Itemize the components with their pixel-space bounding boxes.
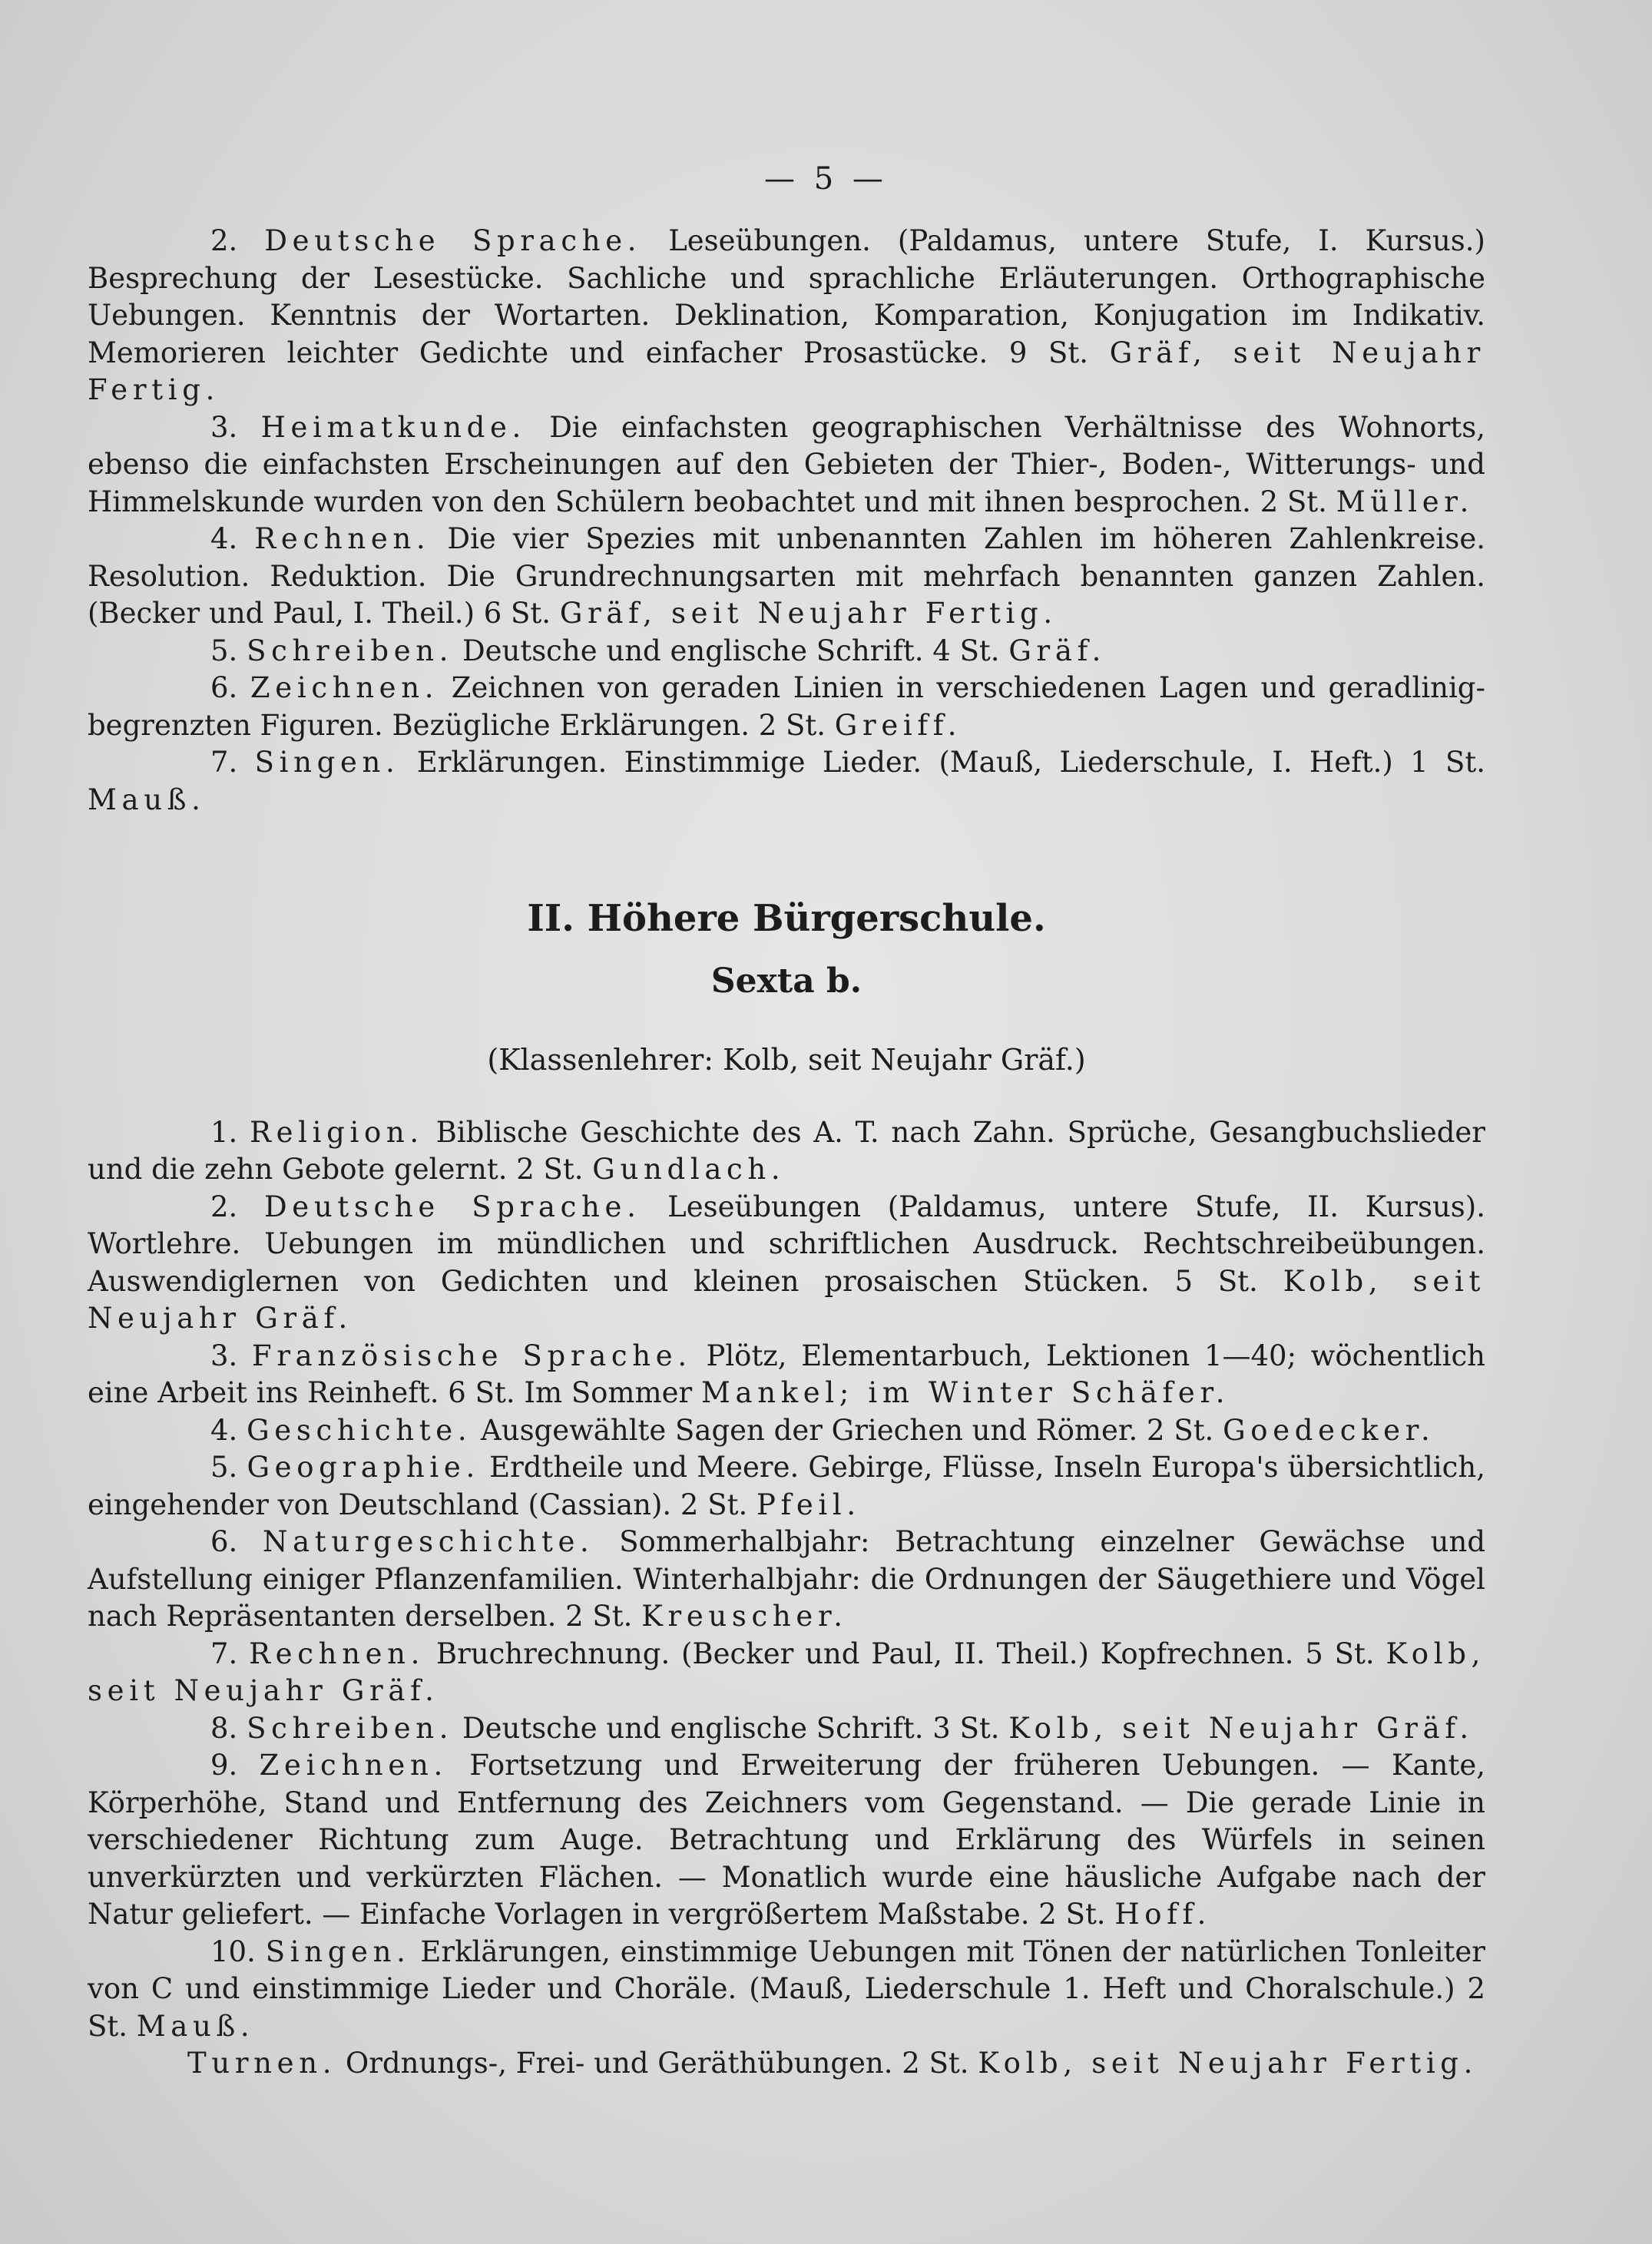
item-number: 5. xyxy=(210,634,238,667)
subject-description: Fortsetzung und Erweiterung der früheren Uebungen. — Kante, Körperhöhe, Stand und Entfernung des Zeichners vom Gegenstand. — Die gerade Linie in verschiedener Richtung zum Auge. Betrachtung und Erklärung des Würfels in seinen unverkürzten und verkürzten Flächen. — Monatlich wurde eine häusliche Aufgabe nach der Natur geliefert. — Einfache Vorlagen in vergrößertem Maßstabe. 2 St. xyxy=(88,1749,1486,1931)
subject-name: Religion. xyxy=(250,1115,424,1149)
class-heading: Sexta b. xyxy=(710,961,862,1001)
subject-paragraph xyxy=(88,670,1485,744)
teacher-name: Mankel; im Winter Schäfer. xyxy=(700,1376,1230,1409)
subject-name: Turnen. xyxy=(187,2047,337,2080)
item-number: 7. xyxy=(210,1637,238,1670)
subject-description: Sommerhalbjahr: Betrachtung einzelner Gewächse und Aufstellung einiger Pflanzenfamilien. Winterhalbjahr: die Ordnungen der Säugethiere und Vögel nach Repräsentanten derselben. 2 St. xyxy=(88,1525,1486,1633)
subject-description: Erklärungen. Einstimmige Lieder. (Mauß, Liederschule, I. Heft.) 1 St. xyxy=(416,746,1486,779)
teacher-name: Hoff. xyxy=(1114,1898,1212,1931)
teacher-name: Gräf. xyxy=(1008,634,1107,667)
subject-description: Leseübungen. (Paldamus, untere Stufe, I. Kursus.) Besprechung der Lesestücke. Sachliche und sprachliche Erläuterungen. Orthographische Uebungen. Kenntnis der Wortarten. Deklination, Komparation, Konjugation im Indikativ. Memorieren leichter Gedichte und einfacher Prosastücke. 9 St. xyxy=(88,224,1485,369)
item-number: 10. xyxy=(210,1935,256,1968)
teacher-name: Kolb, seit Neujahr Fertig. xyxy=(978,2047,1478,2080)
subject-name: Geographie. xyxy=(247,1451,480,1484)
item-number: 7. xyxy=(210,746,238,779)
item-number: 3. xyxy=(210,410,238,444)
teacher-name: Gräf, seit Neujahr Fertig. xyxy=(88,336,1486,406)
teacher-name: Kreuscher. xyxy=(641,1600,848,1633)
subject-description: Die einfachsten geographischen Verhältnisse des Wohnorts, ebenso die einfachsten Erscheinungen auf den Gebieten der Thier-, Boden-, Witterungs- und Himmelskunde wurden von den Schülern beobachtet und mit ihnen besprochen. 2 St. xyxy=(88,410,1485,518)
class-teacher-line: (Klassenlehrer: Kolb, seit Neujahr Gräf.) xyxy=(487,1043,1086,1077)
top-subject-list xyxy=(88,223,1485,819)
item-number: 4. xyxy=(210,1413,238,1447)
teacher-name: Greiff. xyxy=(834,708,962,742)
item-number: 9. xyxy=(210,1749,238,1782)
subject-name: Rechnen. xyxy=(254,522,431,555)
teacher-name: Kolb, seit Neujahr Gräf. xyxy=(88,1264,1486,1335)
item-number: 1. xyxy=(210,1115,238,1149)
subject-name: Deutsche Sprache. xyxy=(263,1190,641,1223)
subject-paragraph xyxy=(88,1747,1485,1934)
subject-description: Biblische Geschichte des A. T. nach Zahn. Sprüche, Gesangbuchslieder und die zehn Gebote gelernt. 2 St. xyxy=(88,1115,1485,1186)
subject-description: Ordnungs-, Frei- und Geräthübungen. 2 St. xyxy=(345,2047,969,2080)
page-number: — 5 — xyxy=(764,161,888,197)
subject-name: Zeichnen. xyxy=(259,1749,448,1782)
subject-description: Deutsche und englische Schrift. 4 St. xyxy=(462,634,1000,667)
subject-description: Bruchrechnung. (Becker und Paul, II. Theil.) Kopfrechnen. 5 St. xyxy=(435,1637,1375,1670)
page-content xyxy=(88,223,1485,2083)
subject-paragraph xyxy=(88,1934,1485,2046)
teacher-name: Müller. xyxy=(1336,485,1474,518)
turnen-paragraph xyxy=(88,2045,1485,2083)
subject-list xyxy=(88,1114,1485,2046)
teacher-name: Kolb, seit Neujahr Gräf. xyxy=(88,1637,1485,1707)
subject-name: Heimatkunde. xyxy=(260,410,526,444)
subject-name: Zeichnen. xyxy=(250,671,439,704)
teacher-name: Mauß. xyxy=(136,2009,255,2043)
subject-name: Schreiben. xyxy=(247,1711,454,1745)
subject-paragraph xyxy=(88,1412,1485,1450)
subject-paragraph xyxy=(88,744,1485,819)
item-number: 3. xyxy=(210,1339,238,1372)
item-number: 5. xyxy=(210,1451,238,1484)
teacher-name: Gundlach. xyxy=(592,1153,786,1186)
subject-name: Rechnen. xyxy=(249,1637,425,1670)
item-number: 2. xyxy=(210,224,238,257)
item-number: 6. xyxy=(210,671,238,704)
subject-paragraph xyxy=(88,409,1485,521)
subject-paragraph xyxy=(88,1524,1485,1636)
subject-paragraph xyxy=(88,1338,1485,1412)
subject-paragraph xyxy=(88,521,1485,633)
subject-description: Erklärungen, einstimmige Uebungen mit Tönen der natürlichen Tonleiter von C und einstimmige Lieder und Choräle. (Mauß, Liederschule 1. Heft und Choralschule.) 2 St. xyxy=(88,1935,1485,2043)
subject-name: Singen. xyxy=(254,746,400,779)
section-heading: II. Höhere Bürgerschule. xyxy=(527,897,1046,940)
subject-description: Deutsche und englische Schrift. 3 St. xyxy=(462,1711,1000,1745)
item-number: 8. xyxy=(210,1711,238,1745)
subject-paragraph xyxy=(88,1189,1485,1338)
subject-description: Plötz, Elementarbuch, Lektionen 1—40; wöchentlich eine Arbeit ins Reinheft. 6 St. Im Sommer xyxy=(88,1339,1486,1409)
subject-description: Erdtheile und Meere. Gebirge, Flüsse, Inseln Europa's übersichtlich, eingehender von Deutschland (Cassian). 2 St. xyxy=(88,1451,1485,1521)
teacher-name: Mauß. xyxy=(88,783,206,816)
subject-paragraph xyxy=(88,1710,1485,1748)
subject-name: Deutsche Sprache. xyxy=(264,224,642,257)
item-number: 6. xyxy=(210,1525,238,1558)
subject-paragraph xyxy=(88,1636,1485,1710)
subject-paragraph xyxy=(88,223,1485,409)
subject-paragraph xyxy=(88,1449,1485,1524)
subject-description: Leseübungen (Paldamus, untere Stufe, II. Kursus). Wortlehre. Uebungen im mündlichen und schriftlichen Ausdruck. Rechtschreibeübungen. Auswendiglernen von Gedichten und kleinen prosaischen Stücken. 5 St. xyxy=(88,1190,1485,1298)
subject-description: Zeichnen von geraden Linien in verschiedenen Lagen und geradlinig-begrenzten Figuren. Bezügliche Erklärungen. 2 St. xyxy=(88,671,1485,742)
subject-paragraph xyxy=(88,633,1485,670)
subject-name: Geschichte. xyxy=(247,1413,472,1447)
item-number: 2. xyxy=(210,1190,238,1223)
subject-name: Französische Sprache. xyxy=(251,1339,692,1372)
subject-name: Naturgeschichte. xyxy=(263,1525,594,1558)
subject-paragraph xyxy=(88,1114,1485,1189)
item-number: 4. xyxy=(210,522,238,555)
subject-name: Singen. xyxy=(265,1935,411,1968)
teacher-name: Pfeil. xyxy=(756,1488,861,1521)
subject-description: Die vier Spezies mit unbenannten Zahlen im höheren Zahlenkreise. Resolution. Reduktion. Die Grundrechnungsarten mit mehrfach benannten ganzen Zahlen. (Becker und Paul, I. Theil.) 6 St. xyxy=(88,522,1486,630)
subject-name: Schreiben. xyxy=(247,634,454,667)
teacher-name: Kolb, seit Neujahr Gräf. xyxy=(1008,1711,1474,1745)
subject-description: Ausgewählte Sagen der Griechen und Römer. 2 St. xyxy=(481,1413,1214,1447)
teacher-name: Goedecker. xyxy=(1223,1413,1435,1447)
teacher-name: Gräf, seit Neujahr Fertig. xyxy=(559,597,1058,630)
